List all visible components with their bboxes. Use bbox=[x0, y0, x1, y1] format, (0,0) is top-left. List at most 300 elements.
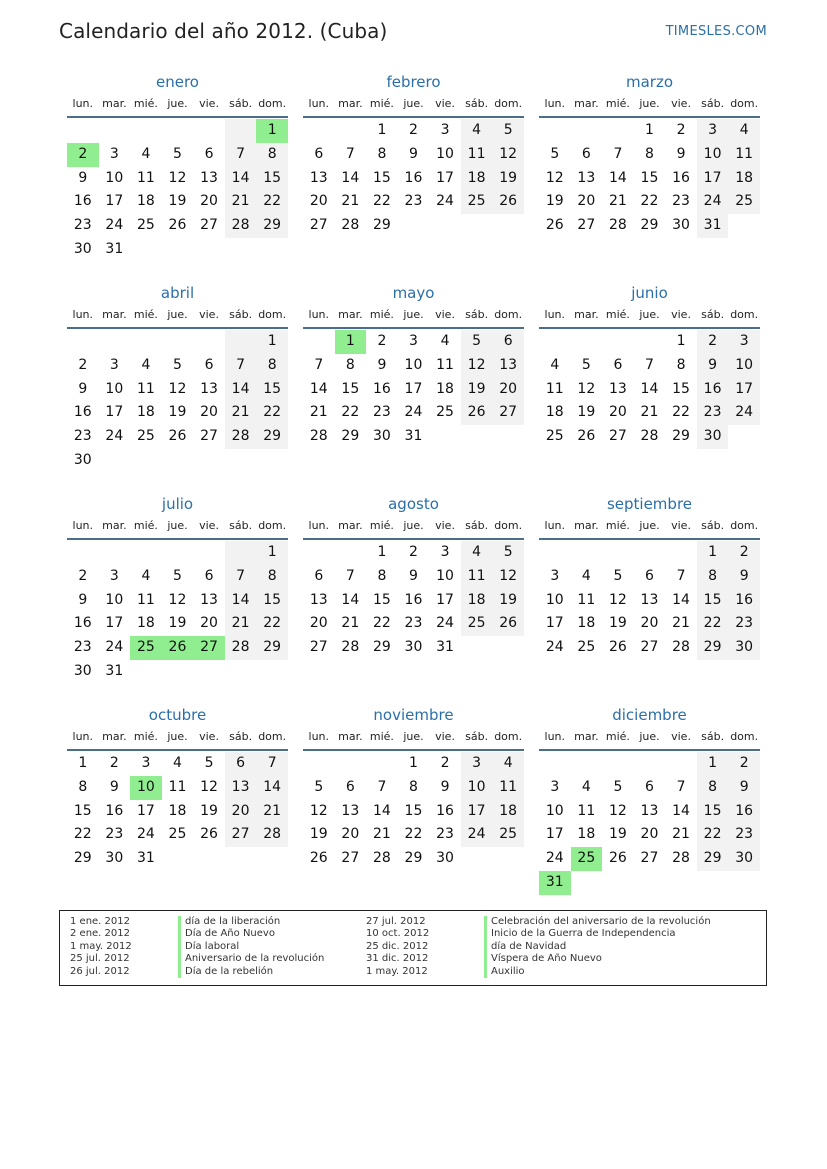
day-cell[interactable]: 26 bbox=[492, 612, 524, 636]
day-cell[interactable]: 14 bbox=[256, 776, 288, 800]
day-cell[interactable]: 15 bbox=[341, 380, 360, 397]
day-cell[interactable]: 18 bbox=[436, 380, 454, 397]
day-cell[interactable]: 2 bbox=[697, 330, 729, 354]
day-cell[interactable]: 25 bbox=[461, 190, 493, 214]
day-cell[interactable]: 3 bbox=[440, 122, 450, 138]
day-cell[interactable]: 27 bbox=[577, 217, 596, 234]
day-cell[interactable]: 15 bbox=[256, 167, 288, 191]
day-cell[interactable]: 9 bbox=[78, 169, 88, 186]
day-cell[interactable]: 18 bbox=[461, 167, 493, 191]
day-cell[interactable]: 24 bbox=[105, 428, 124, 445]
day-cell[interactable]: 16 bbox=[105, 802, 124, 819]
day-cell[interactable]: 10 bbox=[105, 591, 124, 608]
day-cell[interactable]: 4 bbox=[461, 119, 493, 143]
day-cell[interactable]: 3 bbox=[461, 752, 493, 776]
day-cell[interactable]: 19 bbox=[577, 404, 596, 421]
day-cell[interactable]: 9 bbox=[377, 356, 387, 373]
holiday-day-cell[interactable]: 27 bbox=[193, 636, 225, 660]
holiday-day-cell[interactable]: 31 bbox=[539, 871, 571, 895]
day-cell[interactable]: 17 bbox=[136, 802, 155, 819]
day-cell[interactable]: 15 bbox=[640, 169, 659, 186]
day-cell[interactable]: 19 bbox=[309, 826, 328, 843]
day-cell[interactable]: 3 bbox=[109, 356, 119, 373]
day-cell[interactable]: 29 bbox=[256, 425, 288, 449]
day-cell[interactable]: 22 bbox=[697, 823, 729, 847]
day-cell[interactable]: 28 bbox=[640, 428, 659, 445]
day-cell[interactable]: 11 bbox=[436, 356, 454, 373]
day-cell[interactable]: 27 bbox=[492, 401, 524, 425]
day-cell[interactable]: 18 bbox=[728, 167, 760, 191]
day-cell[interactable]: 12 bbox=[608, 591, 627, 608]
day-cell[interactable]: 9 bbox=[78, 380, 88, 397]
day-cell[interactable]: 28 bbox=[672, 850, 690, 867]
day-cell[interactable]: 2 bbox=[728, 752, 760, 776]
day-cell[interactable]: 12 bbox=[608, 802, 627, 819]
day-cell[interactable]: 23 bbox=[372, 404, 391, 421]
day-cell[interactable]: 23 bbox=[672, 193, 690, 210]
day-cell[interactable]: 4 bbox=[461, 541, 493, 565]
day-cell[interactable]: 5 bbox=[173, 145, 182, 162]
day-cell[interactable]: 30 bbox=[404, 639, 423, 656]
day-cell[interactable]: 14 bbox=[341, 591, 360, 608]
day-cell[interactable]: 30 bbox=[73, 451, 92, 468]
day-cell[interactable]: 15 bbox=[697, 589, 729, 613]
day-cell[interactable]: 25 bbox=[461, 612, 493, 636]
day-cell[interactable]: 31 bbox=[436, 639, 454, 656]
day-cell[interactable]: 25 bbox=[436, 404, 454, 421]
day-cell[interactable]: 19 bbox=[168, 615, 187, 632]
holiday-day-cell[interactable]: 2 bbox=[67, 143, 99, 167]
day-cell[interactable]: 20 bbox=[309, 193, 328, 210]
day-cell[interactable]: 23 bbox=[73, 428, 92, 445]
day-cell[interactable]: 2 bbox=[440, 755, 450, 771]
day-cell[interactable]: 26 bbox=[168, 428, 187, 445]
day-cell[interactable]: 27 bbox=[309, 639, 328, 656]
day-cell[interactable]: 23 bbox=[404, 193, 423, 210]
day-cell[interactable]: 24 bbox=[461, 823, 493, 847]
day-cell[interactable]: 29 bbox=[672, 428, 690, 445]
day-cell[interactable]: 8 bbox=[345, 356, 355, 373]
day-cell[interactable]: 17 bbox=[728, 378, 760, 402]
day-cell[interactable]: 4 bbox=[550, 356, 560, 373]
day-cell[interactable]: 29 bbox=[73, 850, 92, 867]
day-cell[interactable]: 10 bbox=[545, 591, 564, 608]
day-cell[interactable]: 21 bbox=[225, 190, 257, 214]
day-cell[interactable]: 28 bbox=[608, 217, 627, 234]
day-cell[interactable]: 1 bbox=[697, 752, 729, 776]
day-cell[interactable]: 24 bbox=[436, 615, 454, 632]
day-cell[interactable]: 28 bbox=[256, 823, 288, 847]
day-cell[interactable]: 20 bbox=[341, 826, 360, 843]
day-cell[interactable]: 8 bbox=[676, 356, 686, 373]
day-cell[interactable]: 22 bbox=[73, 826, 92, 843]
day-cell[interactable]: 12 bbox=[492, 565, 524, 589]
day-cell[interactable]: 15 bbox=[372, 169, 391, 186]
day-cell[interactable]: 20 bbox=[492, 378, 524, 402]
day-cell[interactable]: 23 bbox=[105, 826, 124, 843]
day-cell[interactable]: 6 bbox=[225, 752, 257, 776]
day-cell[interactable]: 20 bbox=[200, 404, 218, 421]
day-cell[interactable]: 16 bbox=[73, 615, 92, 632]
day-cell[interactable]: 11 bbox=[461, 565, 493, 589]
day-cell[interactable]: 6 bbox=[613, 356, 623, 373]
day-cell[interactable]: 19 bbox=[545, 193, 564, 210]
day-cell[interactable]: 22 bbox=[672, 404, 690, 421]
day-cell[interactable]: 27 bbox=[640, 850, 659, 867]
day-cell[interactable]: 27 bbox=[640, 639, 659, 656]
day-cell[interactable]: 10 bbox=[697, 143, 729, 167]
holiday-day-cell[interactable]: 26 bbox=[162, 636, 194, 660]
day-cell[interactable]: 3 bbox=[728, 330, 760, 354]
day-cell[interactable]: 4 bbox=[141, 356, 151, 373]
day-cell[interactable]: 9 bbox=[728, 565, 760, 589]
day-cell[interactable]: 30 bbox=[73, 662, 92, 679]
day-cell[interactable]: 17 bbox=[697, 167, 729, 191]
day-cell[interactable]: 1 bbox=[697, 541, 729, 565]
day-cell[interactable]: 25 bbox=[728, 190, 760, 214]
day-cell[interactable]: 13 bbox=[200, 591, 218, 608]
day-cell[interactable]: 29 bbox=[372, 217, 391, 234]
day-cell[interactable]: 1 bbox=[377, 122, 387, 138]
day-cell[interactable]: 14 bbox=[672, 802, 690, 819]
day-cell[interactable]: 6 bbox=[645, 567, 654, 584]
day-cell[interactable]: 5 bbox=[550, 145, 560, 162]
day-cell[interactable]: 14 bbox=[341, 169, 360, 186]
day-cell[interactable]: 13 bbox=[200, 169, 218, 186]
day-cell[interactable]: 26 bbox=[608, 850, 627, 867]
day-cell[interactable]: 5 bbox=[173, 356, 182, 373]
day-cell[interactable]: 31 bbox=[105, 240, 124, 257]
day-cell[interactable]: 28 bbox=[309, 428, 328, 445]
day-cell[interactable]: 4 bbox=[440, 333, 450, 349]
brand-logo[interactable]: TIMESLES.COM bbox=[665, 24, 767, 39]
day-cell[interactable]: 29 bbox=[404, 850, 423, 867]
day-cell[interactable]: 3 bbox=[697, 119, 729, 143]
day-cell[interactable]: 20 bbox=[640, 826, 659, 843]
day-cell[interactable]: 11 bbox=[136, 591, 155, 608]
day-cell[interactable]: 14 bbox=[309, 380, 328, 397]
day-cell[interactable]: 13 bbox=[608, 380, 627, 397]
day-cell[interactable]: 21 bbox=[372, 826, 391, 843]
day-cell[interactable]: 19 bbox=[608, 615, 627, 632]
day-cell[interactable]: 22 bbox=[256, 612, 288, 636]
day-cell[interactable]: 13 bbox=[309, 591, 328, 608]
day-cell[interactable]: 20 bbox=[640, 615, 659, 632]
day-cell[interactable]: 28 bbox=[225, 636, 257, 660]
day-cell[interactable]: 26 bbox=[168, 217, 187, 234]
day-cell[interactable]: 29 bbox=[256, 214, 288, 238]
day-cell[interactable]: 5 bbox=[613, 778, 623, 795]
day-cell[interactable]: 5 bbox=[314, 778, 324, 795]
day-cell[interactable]: 6 bbox=[345, 778, 355, 795]
day-cell[interactable]: 8 bbox=[256, 354, 288, 378]
day-cell[interactable]: 1 bbox=[676, 333, 686, 349]
day-cell[interactable]: 14 bbox=[225, 589, 257, 613]
day-cell[interactable]: 13 bbox=[225, 776, 257, 800]
day-cell[interactable]: 1 bbox=[409, 755, 418, 771]
day-cell[interactable]: 24 bbox=[728, 401, 760, 425]
day-cell[interactable]: 27 bbox=[608, 428, 627, 445]
day-cell[interactable]: 13 bbox=[200, 380, 218, 397]
day-cell[interactable]: 21 bbox=[640, 404, 659, 421]
day-cell[interactable]: 1 bbox=[78, 755, 88, 771]
day-cell[interactable]: 8 bbox=[697, 565, 729, 589]
day-cell[interactable]: 8 bbox=[697, 776, 729, 800]
day-cell[interactable]: 24 bbox=[436, 193, 454, 210]
day-cell[interactable]: 5 bbox=[173, 567, 182, 584]
day-cell[interactable]: 12 bbox=[168, 380, 187, 397]
day-cell[interactable]: 16 bbox=[436, 802, 454, 819]
day-cell[interactable]: 15 bbox=[404, 802, 423, 819]
day-cell[interactable]: 20 bbox=[608, 404, 627, 421]
day-cell[interactable]: 2 bbox=[409, 544, 418, 560]
day-cell[interactable]: 7 bbox=[645, 356, 654, 373]
day-cell[interactable]: 11 bbox=[136, 169, 155, 186]
day-cell[interactable]: 25 bbox=[136, 217, 155, 234]
day-cell[interactable]: 20 bbox=[309, 615, 328, 632]
day-cell[interactable]: 9 bbox=[676, 145, 686, 162]
day-cell[interactable]: 23 bbox=[728, 823, 760, 847]
day-cell[interactable]: 19 bbox=[492, 167, 524, 191]
day-cell[interactable]: 5 bbox=[581, 356, 591, 373]
day-cell[interactable]: 16 bbox=[372, 380, 391, 397]
day-cell[interactable]: 4 bbox=[141, 145, 151, 162]
day-cell[interactable]: 18 bbox=[136, 193, 155, 210]
day-cell[interactable]: 28 bbox=[341, 217, 360, 234]
day-cell[interactable]: 12 bbox=[168, 169, 187, 186]
day-cell[interactable]: 30 bbox=[105, 850, 124, 867]
day-cell[interactable]: 6 bbox=[581, 145, 591, 162]
day-cell[interactable]: 14 bbox=[225, 167, 257, 191]
day-cell[interactable]: 14 bbox=[640, 380, 659, 397]
day-cell[interactable]: 20 bbox=[200, 193, 218, 210]
day-cell[interactable]: 7 bbox=[225, 565, 257, 589]
holiday-day-cell[interactable]: 25 bbox=[130, 636, 162, 660]
day-cell[interactable]: 9 bbox=[728, 776, 760, 800]
day-cell[interactable]: 30 bbox=[697, 425, 729, 449]
day-cell[interactable]: 30 bbox=[436, 850, 454, 867]
day-cell[interactable]: 2 bbox=[728, 541, 760, 565]
day-cell[interactable]: 19 bbox=[168, 404, 187, 421]
day-cell[interactable]: 17 bbox=[545, 826, 564, 843]
day-cell[interactable]: 12 bbox=[168, 591, 187, 608]
day-cell[interactable]: 28 bbox=[672, 639, 690, 656]
day-cell[interactable]: 24 bbox=[105, 639, 124, 656]
day-cell[interactable]: 28 bbox=[341, 639, 360, 656]
day-cell[interactable]: 26 bbox=[309, 850, 328, 867]
day-cell[interactable]: 5 bbox=[204, 755, 214, 771]
day-cell[interactable]: 3 bbox=[409, 333, 418, 349]
day-cell[interactable]: 31 bbox=[404, 428, 423, 445]
day-cell[interactable]: 3 bbox=[109, 145, 119, 162]
day-cell[interactable]: 9 bbox=[109, 778, 119, 795]
day-cell[interactable]: 17 bbox=[436, 591, 454, 608]
day-cell[interactable]: 2 bbox=[377, 333, 387, 349]
day-cell[interactable]: 18 bbox=[492, 800, 524, 824]
day-cell[interactable]: 7 bbox=[676, 567, 686, 584]
day-cell[interactable]: 29 bbox=[640, 217, 659, 234]
day-cell[interactable]: 11 bbox=[168, 778, 187, 795]
day-cell[interactable]: 7 bbox=[314, 356, 324, 373]
day-cell[interactable]: 24 bbox=[545, 639, 564, 656]
day-cell[interactable]: 21 bbox=[608, 193, 627, 210]
day-cell[interactable]: 4 bbox=[581, 567, 591, 584]
day-cell[interactable]: 2 bbox=[409, 122, 418, 138]
day-cell[interactable]: 19 bbox=[200, 802, 218, 819]
day-cell[interactable]: 3 bbox=[109, 567, 119, 584]
day-cell[interactable]: 21 bbox=[309, 404, 328, 421]
day-cell[interactable]: 12 bbox=[577, 380, 596, 397]
day-cell[interactable]: 6 bbox=[314, 145, 324, 162]
day-cell[interactable]: 12 bbox=[545, 169, 564, 186]
day-cell[interactable]: 12 bbox=[200, 778, 218, 795]
day-cell[interactable]: 8 bbox=[645, 145, 654, 162]
day-cell[interactable]: 14 bbox=[372, 802, 391, 819]
day-cell[interactable]: 26 bbox=[545, 217, 564, 234]
day-cell[interactable]: 17 bbox=[404, 380, 423, 397]
day-cell[interactable]: 6 bbox=[204, 145, 214, 162]
day-cell[interactable]: 23 bbox=[404, 615, 423, 632]
day-cell[interactable]: 8 bbox=[78, 778, 88, 795]
day-cell[interactable]: 24 bbox=[136, 826, 155, 843]
day-cell[interactable]: 7 bbox=[256, 752, 288, 776]
holiday-day-cell[interactable]: 25 bbox=[571, 847, 603, 871]
day-cell[interactable]: 2 bbox=[78, 356, 88, 373]
day-cell[interactable]: 26 bbox=[608, 639, 627, 656]
day-cell[interactable]: 1 bbox=[256, 541, 288, 565]
day-cell[interactable]: 27 bbox=[341, 850, 360, 867]
day-cell[interactable]: 14 bbox=[672, 591, 690, 608]
day-cell[interactable]: 9 bbox=[440, 778, 450, 795]
day-cell[interactable]: 3 bbox=[440, 544, 450, 560]
day-cell[interactable]: 11 bbox=[545, 380, 564, 397]
day-cell[interactable]: 12 bbox=[492, 143, 524, 167]
day-cell[interactable]: 27 bbox=[309, 217, 328, 234]
day-cell[interactable]: 31 bbox=[105, 662, 124, 679]
day-cell[interactable]: 2 bbox=[676, 122, 686, 138]
holiday-day-cell[interactable]: 10 bbox=[130, 776, 162, 800]
day-cell[interactable]: 17 bbox=[436, 169, 454, 186]
day-cell[interactable]: 16 bbox=[73, 193, 92, 210]
day-cell[interactable]: 6 bbox=[204, 567, 214, 584]
day-cell[interactable]: 4 bbox=[581, 778, 591, 795]
day-cell[interactable]: 1 bbox=[256, 330, 288, 354]
day-cell[interactable]: 25 bbox=[492, 823, 524, 847]
day-cell[interactable]: 7 bbox=[377, 778, 387, 795]
day-cell[interactable]: 9 bbox=[409, 567, 418, 584]
day-cell[interactable]: 22 bbox=[372, 615, 391, 632]
day-cell[interactable]: 22 bbox=[372, 193, 391, 210]
day-cell[interactable]: 4 bbox=[141, 567, 151, 584]
day-cell[interactable]: 10 bbox=[404, 356, 423, 373]
day-cell[interactable]: 16 bbox=[672, 169, 690, 186]
day-cell[interactable]: 11 bbox=[577, 802, 596, 819]
day-cell[interactable]: 2 bbox=[109, 755, 119, 771]
day-cell[interactable]: 11 bbox=[492, 776, 524, 800]
day-cell[interactable]: 4 bbox=[173, 755, 182, 771]
day-cell[interactable]: 15 bbox=[372, 591, 391, 608]
day-cell[interactable]: 24 bbox=[404, 404, 423, 421]
day-cell[interactable]: 19 bbox=[168, 193, 187, 210]
day-cell[interactable]: 31 bbox=[136, 850, 155, 867]
day-cell[interactable]: 30 bbox=[728, 847, 760, 871]
day-cell[interactable]: 30 bbox=[73, 240, 92, 257]
day-cell[interactable]: 28 bbox=[225, 425, 257, 449]
day-cell[interactable]: 18 bbox=[545, 404, 564, 421]
day-cell[interactable]: 23 bbox=[697, 401, 729, 425]
day-cell[interactable]: 2 bbox=[78, 567, 88, 584]
day-cell[interactable]: 24 bbox=[697, 190, 729, 214]
day-cell[interactable]: 6 bbox=[204, 356, 214, 373]
day-cell[interactable]: 11 bbox=[577, 591, 596, 608]
day-cell[interactable]: 23 bbox=[436, 826, 454, 843]
day-cell[interactable]: 16 bbox=[404, 169, 423, 186]
holiday-day-cell[interactable]: 1 bbox=[256, 119, 288, 143]
day-cell[interactable]: 28 bbox=[225, 214, 257, 238]
day-cell[interactable]: 17 bbox=[105, 615, 124, 632]
day-cell[interactable]: 13 bbox=[640, 802, 659, 819]
day-cell[interactable]: 29 bbox=[372, 639, 391, 656]
day-cell[interactable]: 7 bbox=[225, 143, 257, 167]
day-cell[interactable]: 5 bbox=[492, 541, 524, 565]
day-cell[interactable]: 7 bbox=[676, 778, 686, 795]
day-cell[interactable]: 22 bbox=[256, 190, 288, 214]
day-cell[interactable]: 19 bbox=[608, 826, 627, 843]
day-cell[interactable]: 23 bbox=[73, 217, 92, 234]
day-cell[interactable]: 18 bbox=[168, 802, 187, 819]
day-cell[interactable]: 15 bbox=[672, 380, 690, 397]
day-cell[interactable]: 15 bbox=[256, 378, 288, 402]
day-cell[interactable]: 1 bbox=[645, 122, 654, 138]
day-cell[interactable]: 23 bbox=[73, 639, 92, 656]
holiday-day-cell[interactable]: 1 bbox=[335, 330, 367, 354]
day-cell[interactable]: 19 bbox=[492, 589, 524, 613]
day-cell[interactable]: 21 bbox=[341, 193, 360, 210]
day-cell[interactable]: 22 bbox=[341, 404, 360, 421]
day-cell[interactable]: 30 bbox=[728, 636, 760, 660]
day-cell[interactable]: 18 bbox=[577, 615, 596, 632]
day-cell[interactable]: 27 bbox=[200, 428, 218, 445]
day-cell[interactable]: 10 bbox=[436, 145, 454, 162]
day-cell[interactable]: 12 bbox=[309, 802, 328, 819]
day-cell[interactable]: 21 bbox=[672, 826, 690, 843]
day-cell[interactable]: 3 bbox=[550, 567, 560, 584]
day-cell[interactable]: 8 bbox=[377, 567, 387, 584]
day-cell[interactable]: 13 bbox=[577, 169, 596, 186]
day-cell[interactable]: 26 bbox=[461, 401, 493, 425]
day-cell[interactable]: 24 bbox=[545, 850, 564, 867]
day-cell[interactable]: 15 bbox=[73, 802, 92, 819]
day-cell[interactable]: 25 bbox=[136, 428, 155, 445]
day-cell[interactable]: 10 bbox=[105, 169, 124, 186]
day-cell[interactable]: 8 bbox=[409, 778, 418, 795]
day-cell[interactable]: 22 bbox=[256, 401, 288, 425]
day-cell[interactable]: 12 bbox=[461, 354, 493, 378]
day-cell[interactable]: 17 bbox=[105, 404, 124, 421]
day-cell[interactable]: 16 bbox=[728, 800, 760, 824]
day-cell[interactable]: 3 bbox=[550, 778, 560, 795]
day-cell[interactable]: 29 bbox=[256, 636, 288, 660]
day-cell[interactable]: 7 bbox=[613, 145, 623, 162]
day-cell[interactable]: 26 bbox=[577, 428, 596, 445]
day-cell[interactable]: 16 bbox=[404, 591, 423, 608]
day-cell[interactable]: 29 bbox=[341, 428, 360, 445]
day-cell[interactable]: 25 bbox=[577, 639, 596, 656]
day-cell[interactable]: 29 bbox=[697, 636, 729, 660]
day-cell[interactable]: 22 bbox=[640, 193, 659, 210]
day-cell[interactable]: 21 bbox=[341, 615, 360, 632]
day-cell[interactable]: 28 bbox=[372, 850, 391, 867]
